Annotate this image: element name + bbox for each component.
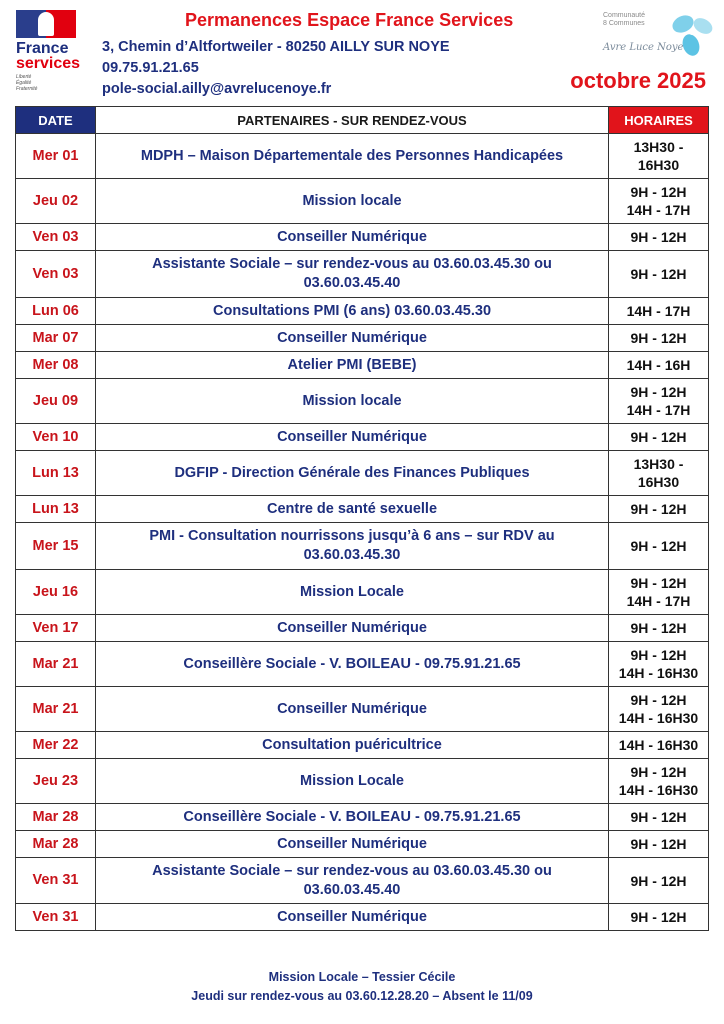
row-hours	[609, 251, 709, 298]
row-hours	[609, 424, 709, 451]
community-line1: Communauté	[603, 12, 646, 19]
table-row	[16, 424, 709, 451]
motto-egalite: Égalité	[16, 80, 32, 86]
row-hours	[609, 379, 709, 424]
row-hours	[609, 732, 709, 759]
hours-line: 9H - 12H	[630, 501, 687, 517]
hours-line: 14H - 17H	[626, 402, 691, 418]
row-partner: MDPH – Maison Départementale des Personnes Handicapées	[96, 134, 609, 179]
row-hours	[609, 759, 709, 804]
row-date: Ven 17	[16, 615, 96, 642]
footer-note	[0, 968, 724, 1006]
row-date: Mer 15	[16, 523, 96, 570]
row-partner: Centre de santé sexuelle	[96, 496, 609, 523]
table-row	[16, 496, 709, 523]
row-date: Lun 13	[16, 496, 96, 523]
page-header	[0, 0, 724, 104]
footer-line2: Jeudi sur rendez-vous au 03.60.12.28.20 – Absent le 11/09	[191, 989, 533, 1003]
table-row	[16, 804, 709, 831]
hours-line: 9H - 12H	[630, 909, 687, 925]
hours-line: 9H - 12H	[630, 620, 687, 636]
hours-line: 9H - 12H	[630, 538, 687, 554]
hours-line: 9H - 12H	[630, 809, 687, 825]
hours-line: 9H - 12H	[630, 429, 687, 445]
hours-line: 13H30 -	[633, 456, 684, 472]
row-hours	[609, 687, 709, 732]
row-date: Ven 03	[16, 224, 96, 251]
header-partners: PARTENAIRES - SUR RENDEZ-VOUS	[96, 107, 609, 134]
row-hours	[609, 523, 709, 570]
table-row	[16, 831, 709, 858]
row-hours	[609, 224, 709, 251]
row-date: Mer 01	[16, 134, 96, 179]
table-row	[16, 179, 709, 224]
hours-line: 9H - 12H	[630, 692, 687, 708]
row-partner: Conseiller Numérique	[96, 615, 609, 642]
row-partner: Conseiller Numérique	[96, 904, 609, 931]
hours-line: 9H - 12H	[630, 229, 687, 245]
table-header-row	[16, 107, 709, 134]
table-row	[16, 759, 709, 804]
motto-fraternite: Fraternité	[16, 86, 38, 92]
hours-line: 9H - 12H	[630, 836, 687, 852]
row-partner: Assistante Sociale – sur rendez-vous au 03.60.03.45.30 ou 03.60.03.45.40	[96, 858, 609, 904]
row-hours	[609, 642, 709, 687]
row-partner: Conseillère Sociale - V. BOILEAU - 09.75.91.21.65	[96, 804, 609, 831]
row-hours	[609, 496, 709, 523]
month-label: octobre 2025	[570, 68, 706, 93]
table-row	[16, 687, 709, 732]
row-partner: Conseiller Numérique	[96, 687, 609, 732]
community-name: Avre Luce Noye	[603, 42, 684, 53]
row-partner: Conseiller Numérique	[96, 224, 609, 251]
phone: 09.75.91.21.65	[102, 60, 199, 76]
motto-liberte: Liberté	[16, 74, 32, 80]
community-label	[603, 12, 645, 28]
row-partner: Conseiller Numérique	[96, 831, 609, 858]
row-date: Lun 06	[16, 298, 96, 325]
community-line2: 8 Communes	[603, 20, 645, 27]
row-hours	[609, 858, 709, 904]
hours-line: 14H - 17H	[626, 593, 691, 609]
hours-line: 14H - 17H	[626, 202, 691, 218]
row-date: Mar 07	[16, 325, 96, 352]
hours-line: 14H - 16H30	[618, 782, 699, 798]
row-hours	[609, 570, 709, 615]
hours-line: 14H - 16H30	[618, 737, 699, 753]
table-row	[16, 325, 709, 352]
row-partner: Consultations PMI (6 ans) 03.60.03.45.30	[96, 298, 609, 325]
logo-text-france: France	[16, 40, 69, 57]
hours-line: 16H30	[637, 474, 680, 490]
row-hours	[609, 831, 709, 858]
row-date: Mar 21	[16, 687, 96, 732]
hours-line: 14H - 16H	[626, 357, 691, 373]
hours-line: 14H - 17H	[626, 303, 691, 319]
hours-line: 14H - 16H30	[618, 665, 699, 681]
row-hours	[609, 804, 709, 831]
row-hours	[609, 298, 709, 325]
row-date: Jeu 09	[16, 379, 96, 424]
hours-line: 16H30	[637, 157, 680, 173]
row-partner: Conseiller Numérique	[96, 424, 609, 451]
marianne-flag-icon	[16, 10, 76, 38]
row-partner: Mission Locale	[96, 570, 609, 615]
row-date: Jeu 02	[16, 179, 96, 224]
table-row	[16, 298, 709, 325]
table-row	[16, 379, 709, 424]
row-hours	[609, 615, 709, 642]
propeller-icon	[669, 12, 715, 58]
hours-line: 13H30 -	[633, 139, 684, 155]
row-partner: Conseillère Sociale - V. BOILEAU - 09.75.91.21.65	[96, 642, 609, 687]
hours-line: 9H - 12H	[630, 184, 687, 200]
row-date: Mar 28	[16, 804, 96, 831]
row-date: Jeu 23	[16, 759, 96, 804]
table-row	[16, 352, 709, 379]
hours-line: 9H - 12H	[630, 266, 687, 282]
table-row	[16, 904, 709, 931]
table-row	[16, 134, 709, 179]
row-date: Mer 08	[16, 352, 96, 379]
row-date: Ven 03	[16, 251, 96, 298]
hours-line: 9H - 12H	[630, 647, 687, 663]
row-date: Mar 28	[16, 831, 96, 858]
row-partner: Mission locale	[96, 379, 609, 424]
row-hours	[609, 451, 709, 496]
hours-line: 9H - 12H	[630, 575, 687, 591]
table-row	[16, 858, 709, 904]
table-row	[16, 642, 709, 687]
row-partner: DGFIP - Direction Générale des Finances Publiques	[96, 451, 609, 496]
table-row	[16, 732, 709, 759]
table-row	[16, 523, 709, 570]
page-title: Permanences Espace France Services	[185, 10, 514, 30]
address: 3, Chemin d’Altfortweiler - 80250 AILLY SUR NOYE	[102, 39, 450, 55]
hours-line: 9H - 12H	[630, 330, 687, 346]
row-hours	[609, 325, 709, 352]
row-date: Mer 22	[16, 732, 96, 759]
row-partner: Assistante Sociale – sur rendez-vous au 03.60.03.45.30 ou 03.60.03.45.40	[96, 251, 609, 298]
table-row	[16, 615, 709, 642]
row-partner: Mission Locale	[96, 759, 609, 804]
row-partner: Atelier PMI (BEBE)	[96, 352, 609, 379]
row-date: Mar 21	[16, 642, 96, 687]
row-date: Ven 31	[16, 904, 96, 931]
footer-line1: Mission Locale – Tessier Cécile	[268, 970, 456, 984]
row-partner: Mission locale	[96, 179, 609, 224]
logo-motto	[16, 74, 86, 92]
hours-line: 14H - 16H30	[618, 710, 699, 726]
logo-text-services: services	[16, 55, 81, 72]
hours-line: 9H - 12H	[630, 384, 687, 400]
table-row	[16, 251, 709, 298]
community-logo	[603, 12, 715, 64]
row-hours	[609, 904, 709, 931]
row-date: Lun 13	[16, 451, 96, 496]
table-row	[16, 570, 709, 615]
schedule-table	[15, 106, 709, 931]
row-date: Ven 10	[16, 424, 96, 451]
row-hours	[609, 134, 709, 179]
row-hours	[609, 352, 709, 379]
row-date: Ven 31	[16, 858, 96, 904]
row-partner: Conseiller Numérique	[96, 325, 609, 352]
row-partner: Consultation puéricultrice	[96, 732, 609, 759]
header-hours: HORAIRES	[609, 107, 709, 134]
table-row	[16, 451, 709, 496]
table-row	[16, 224, 709, 251]
header-date: DATE	[16, 107, 96, 134]
row-partner: PMI - Consultation nourrissons jusqu’à 6 ans – sur RDV au 03.60.03.45.30	[96, 523, 609, 570]
hours-line: 9H - 12H	[630, 872, 687, 889]
hours-line: 9H - 12H	[630, 764, 687, 780]
row-hours	[609, 179, 709, 224]
row-date: Jeu 16	[16, 570, 96, 615]
email: pole-social.ailly@avrelucenoye.fr	[102, 81, 332, 97]
france-services-logo	[16, 10, 86, 90]
